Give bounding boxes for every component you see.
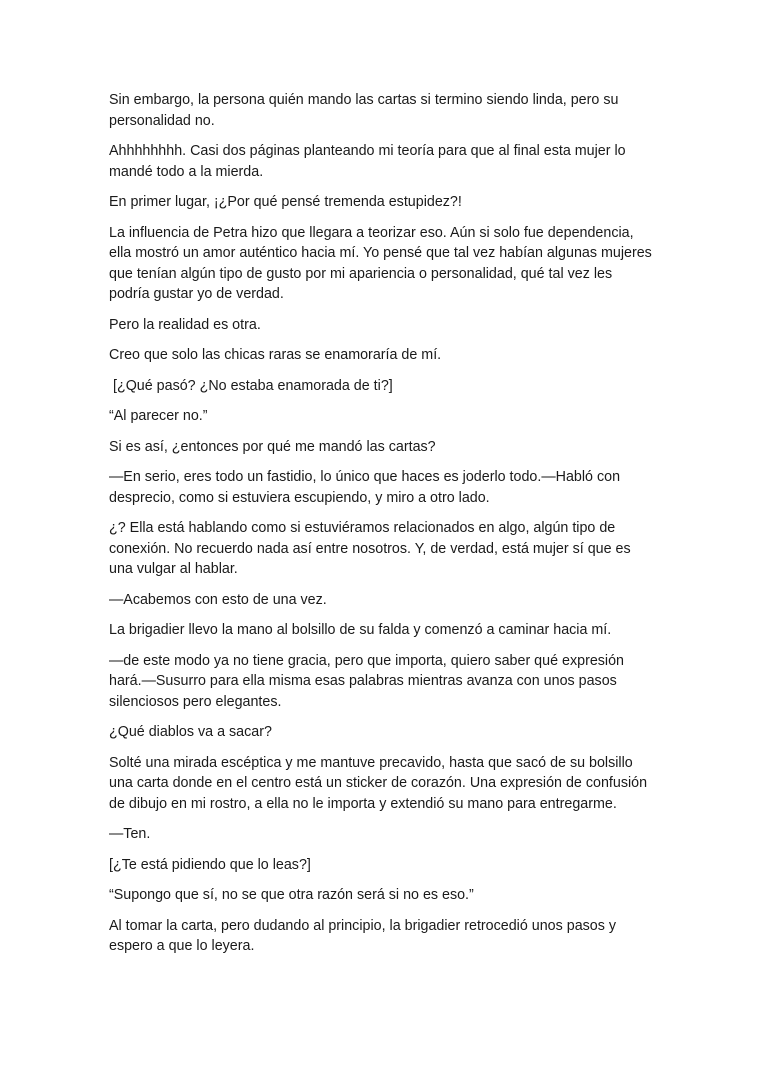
paragraph: —En serio, eres todo un fastidio, lo único que haces es joderlo todo.—Habló con desprecio, como si estuviera escupiendo, y miro a otro lado.	[109, 469, 625, 506]
paragraph: ¿Qué diablos va a sacar?	[109, 724, 272, 740]
paragraph: —Acabemos con esto de una vez.	[109, 591, 327, 608]
paragraph: Creo que solo las chicas raras se enamoraría de mí.	[109, 347, 442, 363]
paragraph: La influencia de Petra hizo que llegara a teorizar eso. Aún si solo fue dependencia, ella mostró un amor auténtico hacia mí. Yo pensé que tal vez habían algunas mujeres que tenían algún tipo de gusto por mi apariencia o personalidad, qué tal vez les podría gustar yo de verdad.	[109, 224, 656, 302]
paragraph: “Al parecer no.”	[109, 408, 208, 424]
paragraph: —Ten.	[109, 826, 151, 842]
paragraph: “Supongo que sí, no se que otra razón será si no es eso.”	[109, 887, 474, 903]
paragraph: Al tomar la carta, pero dudando al principio, la brigadier retrocedió unos pasos y espero a que lo leyera.	[109, 917, 621, 954]
paragraph: En primer lugar, ¡¿Por qué pensé tremenda estupidez?!	[109, 194, 462, 210]
paragraph: —de este modo ya no tiene gracia, pero que importa, quiero saber qué expresión hará.—Susurro para ella misma esas palabras mientras avanza con unos pasos silenciosos pero elegantes.	[109, 652, 628, 710]
paragraph: Sin embargo, la persona quién mando las cartas si termino siendo linda, pero su personalidad no.	[109, 92, 623, 129]
paragraph: Si es así, ¿entonces por qué me mandó las cartas?	[109, 438, 436, 455]
paragraph: Ahhhhhhhh. Casi dos páginas planteando mi teoría para que al final esta mujer lo mandé todo a la mierda.	[109, 143, 630, 180]
paragraph: [¿Te está pidiendo que lo leas?]	[109, 856, 311, 873]
document-body	[109, 90, 654, 967]
paragraph: ¿? Ella está hablando como si estuviéramos relacionados en algo, algún tipo de conexión. No recuerdo nada así entre nosotros. Y, de verdad, está mujer sí que es una vulgar al hablar.	[109, 520, 635, 577]
paragraph: Pero la realidad es otra.	[109, 316, 261, 333]
paragraph: [¿Qué pasó? ¿No estaba enamorada de ti?]	[109, 377, 393, 394]
paragraph: Solté una mirada escéptica y me mantuve precavido, hasta que sacó de su bolsillo una carta donde en el centro está un sticker de corazón. Una expresión de confusión de dibujo en mi rostro, a ella no le importa y extendió su mano para entregarme.	[109, 754, 652, 812]
paragraph: La brigadier llevo la mano al bolsillo de su falda y comenzó a caminar hacia mí.	[109, 622, 612, 638]
